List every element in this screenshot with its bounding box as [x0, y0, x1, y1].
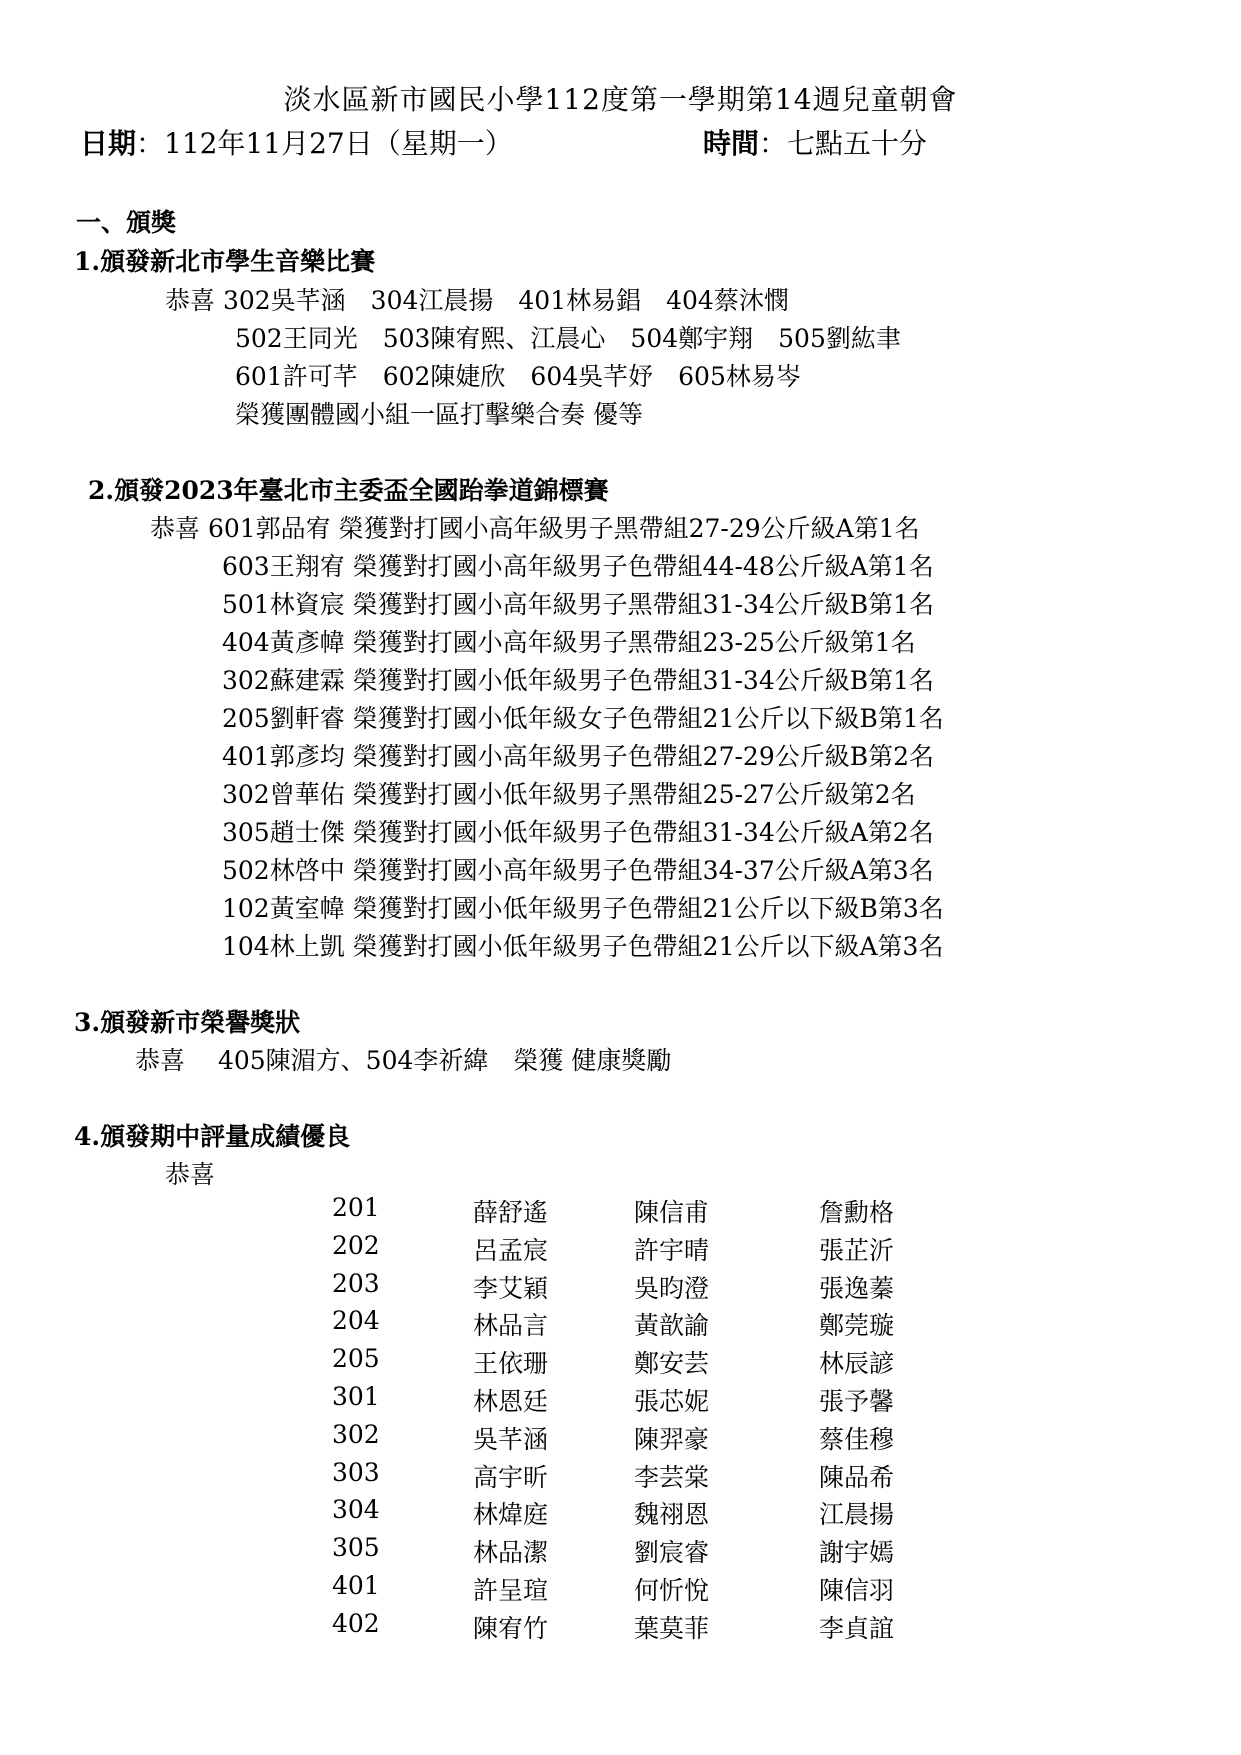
table-row	[0, 1571, 1241, 1609]
page-title: 淡水區新市國民小學112度第一學期第14週兒童朝會	[283, 83, 958, 116]
table-row	[0, 1269, 1241, 1307]
student-name: 陳信甫	[634, 1198, 710, 1227]
student-name: 李芸棠	[634, 1462, 710, 1492]
date-value: ：112年11月27日（星期一）	[136, 127, 513, 160]
class-number: 201	[332, 1193, 380, 1222]
student-name: 薛舒遙	[473, 1198, 549, 1227]
table-row	[0, 1609, 1241, 1647]
taekwondo-award-line: 102黃室幃 榮獲對打國小低年級男子色帶組21公斤以下級B第3名	[222, 894, 944, 923]
music-contest-heading: 1.頒發新北市學生音樂比賽	[74, 247, 376, 276]
table-row	[0, 1231, 1241, 1269]
student-name: 何忻悅	[634, 1575, 710, 1605]
student-name: 張芯妮	[634, 1386, 710, 1416]
taekwondo-award-line: 502林啓中 榮獲對打國小高年級男子色帶組34-37公斤級A第3名	[222, 856, 934, 885]
student-name: 蔡佳穆	[819, 1424, 895, 1454]
student-name: 李艾穎	[473, 1273, 549, 1303]
music-contest-line: 502王同光 503陳宥熙、江晨心 504鄭宇翔 505劉紘聿	[235, 324, 901, 353]
student-name: 張芷沂	[819, 1235, 895, 1265]
student-name: 鄭莞璇	[819, 1311, 895, 1341]
class-number: 301	[332, 1381, 380, 1411]
student-name: 張逸蓁	[819, 1273, 895, 1303]
student-name: 林辰諺	[819, 1349, 895, 1379]
student-name: 吳昀澄	[634, 1273, 710, 1303]
honor-certificate-line: 恭喜 405陳湄方、504李祈緯 榮獲 健康獎勵	[135, 1046, 672, 1075]
student-name: 鄭安芸	[634, 1349, 710, 1379]
table-row	[0, 1495, 1241, 1533]
student-name: 高宇昕	[473, 1462, 549, 1492]
date-label: 日期	[80, 127, 137, 160]
student-name: 許呈瑄	[473, 1575, 549, 1605]
table-row	[0, 1533, 1241, 1571]
table-row	[0, 1306, 1241, 1344]
table-row	[0, 1382, 1241, 1420]
student-name: 許宇晴	[634, 1235, 710, 1265]
taekwondo-award-line: 恭喜 601郭品宥 榮獲對打國小高年級男子黑帶組27-29公斤級A第1名	[150, 514, 920, 543]
class-number: 203	[332, 1268, 380, 1298]
student-name: 葉莫菲	[634, 1613, 710, 1643]
student-name: 林恩廷	[473, 1386, 549, 1416]
taekwondo-award-line: 603王翔宥 榮獲對打國小高年級男子色帶組44-48公斤級A第1名	[222, 552, 934, 581]
student-name: 陳品希	[819, 1462, 895, 1492]
student-name: 黃歆諭	[634, 1311, 710, 1341]
student-name: 呂孟宸	[473, 1235, 549, 1265]
music-contest-result: 榮獲團體國小組一區打擊樂合奏 優等	[235, 400, 643, 429]
taekwondo-award-line: 104林上凱 榮獲對打國小低年級男子色帶組21公斤以下級A第3名	[222, 932, 944, 961]
time-block	[703, 122, 927, 162]
class-number: 304	[332, 1495, 380, 1525]
table-row	[0, 1458, 1241, 1496]
taekwondo-award-line: 404黃彥幃 榮獲對打國小高年級男子黑帶組23-25公斤級第1名	[222, 628, 916, 657]
class-number: 303	[332, 1457, 380, 1487]
taekwondo-award-line: 401郭彥均 榮獲對打國小高年級男子色帶組27-29公斤級B第2名	[222, 742, 935, 771]
midterm-honor-list	[0, 1193, 1241, 1647]
student-name: 謝宇嫣	[819, 1538, 895, 1568]
student-name: 張予馨	[819, 1386, 895, 1416]
student-name: 林品潔	[473, 1538, 549, 1568]
student-name: 詹勳格	[819, 1198, 895, 1227]
date-time-line	[80, 122, 928, 162]
time-value: ：七點五十分	[759, 127, 928, 160]
student-name: 陳羿豪	[634, 1424, 710, 1454]
student-name: 林煒庭	[473, 1500, 549, 1530]
class-number: 205	[332, 1344, 380, 1374]
taekwondo-award-line: 501林資宸 榮獲對打國小高年級男子黑帶組31-34公斤級B第1名	[222, 590, 935, 619]
student-name: 李貞誼	[819, 1613, 895, 1643]
student-name: 魏祤恩	[634, 1500, 710, 1530]
class-number: 202	[332, 1230, 380, 1260]
taekwondo-award-line: 305趙士傑 榮獲對打國小低年級男子色帶組31-34公斤級A第2名	[222, 818, 934, 847]
student-name: 江晨揚	[819, 1500, 895, 1530]
class-number: 204	[332, 1306, 380, 1336]
honor-certificate-heading: 3.頒發新市榮譽獎狀	[74, 1008, 301, 1037]
table-row	[0, 1344, 1241, 1382]
student-name: 陳信羽	[819, 1575, 895, 1605]
midterm-congrats-label: 恭喜	[165, 1160, 216, 1189]
music-contest-line: 601許可芊 602陳婕欣 604吳芊妤 605林易岑	[235, 362, 801, 391]
taekwondo-award-line: 205劉軒睿 榮獲對打國小低年級女子色帶組21公斤以下級B第1名	[222, 704, 944, 733]
student-name: 吳芊涵	[473, 1424, 549, 1454]
midterm-heading: 4.頒發期中評量成績優良	[74, 1122, 351, 1151]
student-name: 王依珊	[473, 1349, 549, 1379]
class-number: 402	[332, 1608, 380, 1638]
class-number: 305	[332, 1533, 380, 1563]
class-number: 302	[332, 1419, 380, 1449]
music-contest-line: 恭喜 302吳芊涵 304江晨揚 401林易錩 404蔡沐憫	[165, 286, 789, 315]
class-number: 401	[332, 1570, 380, 1600]
taekwondo-heading: 2.頒發2023年臺北市主委盃全國跆拳道錦標賽	[88, 476, 609, 505]
student-name: 陳宥竹	[473, 1613, 549, 1643]
student-name: 劉宸睿	[634, 1538, 710, 1568]
table-row	[0, 1193, 1241, 1231]
taekwondo-award-line: 302蘇建霖 榮獲對打國小低年級男子色帶組31-34公斤級B第1名	[222, 666, 935, 695]
table-row	[0, 1420, 1241, 1458]
section-heading-awards: 一、頒獎	[76, 208, 177, 237]
taekwondo-award-line: 302曾華佑 榮獲對打國小低年級男子黑帶組25-27公斤級第2名	[222, 780, 916, 809]
student-name: 林品言	[473, 1311, 549, 1341]
time-label: 時間	[703, 127, 760, 160]
